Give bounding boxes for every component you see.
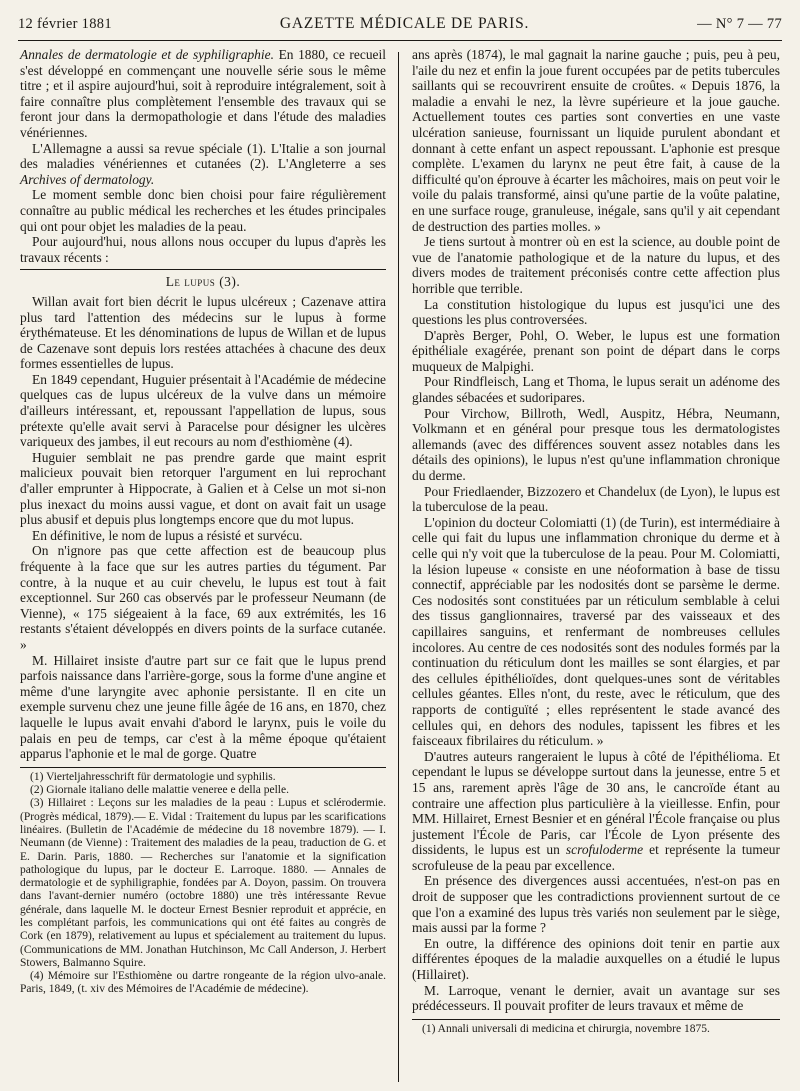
paragraph: Pour Rindfleisch, Lang et Thoma, le lupus serait un adénome des glandes sébacées et sudoripares. <box>412 374 780 406</box>
paragraph: D'autres auteurs rangeraient le lupus à côté de l'épithélioma. Et cependant le lupus se développe surtout dans la jeunesse, entre 5 et 15 ans, rarement après l'âge de 30 ans, le cancroïde étant au contraire une affection plus particulière à la vieillesse. Enfin, pour MM. Hillairet, Ernest Besnier et en général l'École française ou plus justement l'École de Paris, car l'École de Lyon présente des dissidents, le lupus est un scrofuloderme et représente la tumeur scrofuleuse de la peau par excellence. <box>412 748 780 873</box>
paragraph: Willan avait fort bien décrit le lupus ulcéreux ; Cazenave attira plus tard l'attention des médecins sur le lupus à forme érythémateuse. Et les dénominations de lupus de Willan et de lupus de Cazenave sont depuis lors restées attachées à chacune des deux formes essentielles de lupus. <box>20 293 386 372</box>
issue-page-number: — N° 7 — 77 <box>697 16 782 32</box>
paragraph: En définitive, le nom de lupus a résisté et survécu. <box>32 527 303 543</box>
section-heading: Le lupus (3). <box>165 274 241 290</box>
paragraph: ans après (1874), le mal gagnait la narine gauche ; puis, peu à peu, l'aile du nez et enfin la joue furent occupées par de petits tubercules saillants qui se recouvrirent ensuite de croûtes. « Depuis 1876, la maladie a envahi le nez, la lèvre supérieure et la joue gauche. Actuellement toutes ces parties sont converties en une vaste ulcération sanieuse, fournissant un liquide purulent abondant et donnant à cette enfant un aspect repoussant. L'aphonie est presque complète. L'examen du larynx ne peut être fait, à cause de la difficulté qu'on éprouve à écarter les mâchoires, mais on peut voir le voile du palais transformé, ainsi qu'une partie de la voûte palatine, en une surface rouge, granuleuse, inégale, sans qu'il y ait cependant de destruction des parties molles. » <box>412 47 780 234</box>
footnote: (1) Vierteljahresschrift für dermatologie und syphilis. <box>30 770 276 783</box>
column-separator <box>398 52 399 1082</box>
page-header <box>18 15 782 37</box>
left-column <box>20 47 386 997</box>
paragraph: En 1849 cependant, Huguier présentait à l'Académie de médecine quelques cas de lupus ulcéreux de la vulve dans un mémoire d'ailleurs intéressant, et, repoussant l'appellation de lupus, sous prétexte qu'elle avait servi à Paracelse pour désigner les ulcères variqueux des jambes, il eut recours au nom d'esthiomène (4). <box>20 371 386 450</box>
paragraph: En outre, la différence des opinions doit tenir en partie aux différentes époques de la maladie auxquelles on a étudié le lupus (Hillairet). <box>412 935 780 983</box>
footnote: (4) Mémoire sur l'Esthiomène ou dartre rongeante de la région ulvo-anale. Paris, 1849, (t. xiv des Mémoires de l'Académie de médecine). <box>20 970 386 996</box>
footnote-divider <box>20 767 386 768</box>
header-rule <box>18 40 782 41</box>
paragraph: M. Larroque, venant le dernier, avait un avantage sur ses prédécesseurs. Il pouvait profiter de leurs travaux et même de <box>412 982 780 1014</box>
paragraph: L'opinion du docteur Colomiatti (1) (de Turin), est intermédiaire à celle qui fait du lupus une inflammation chronique du derme et à celle qui n'y voit que la tuberculose de la peau. Pour M. Colomiatti, la lésion lupeuse « consiste en une néoformation à base de tissu connectif, appréciable par les nodosités dont se parsème le derme. Ces nodosités sont constituées par un réticulum semblable à celui des tissus ganglionnaires, traversé par des vaisseaux et des capillaires sanguins, et renfermant de nombreuses cellules incolores. Au centre de ces nodosités sont des nodules formés par la continuation du réticulum dont les mailles se sont élargies, et par des cellules épithélioïdes, dont quelques-unes sont de véritables cellules géantes. Elles n'ont, du reste, avec le réticulum, que des rapports de contiguïté ; elles représentent le stade avancé des cellules qui, en dehors des nodules, tapissent les fibres et les faisceaux fibrilaires du réticulum. » <box>412 514 780 749</box>
footnote: (1) Annali universali di medicina et chirurgia, novembre 1875. <box>422 1022 710 1035</box>
paragraph: La constitution histologique du lupus est jusqu'ici une des questions les plus controversées. <box>412 296 780 328</box>
footnote: (3) Hillairet : Leçons sur les maladies de la peau : Lupus et sclérodermie. (Progrès médical, 1879).— E. Vidal : Traitement du lupus par les scarifications linéaires. (Bulletin de l'Académie de médecine du 18 novembre 1879). — I. Neumann (de Vienne) : Traitement des maladies de la peau, traduction de G. et E. Darin. Paris, 1880. — Recherches sur l'anatomie et la signification pathologique du lupus, par le docteur E. Larroque. 1880. — Annales de dermatologie et de syphiligraphie, fondées par A. Doyon, passim. On trouvera dans l'avant-dernier numéro (octobre 1880) une très intéressante Revue générale, dans laquelle M. le docteur Ernest Besnier reproduit et apprécie, en les complétant parfois, les communications qui ont été faites au congrès de Cork (en 1879), relativement au lupus et spécialement au traitement du lupus. (Communications de MM. Jonathan Hutchinson, Mc Call Anderson, J. Herbert Stowers, Balmanno Squire. <box>20 797 386 969</box>
paragraph: Pour Virchow, Billroth, Wedl, Auspitz, Hébra, Neumann, Volkmann et en général pour presque tous les dermatologistes allemands (avec des différences souvent assez notables dans les détails des opinions), le lupus n'est qu'une inflammation chronique du derme. <box>412 405 780 484</box>
footnote: (2) Giornale italiano delle malattie veneree e della pelle. <box>30 784 289 797</box>
paragraph: En présence des divergences aussi accentuées, n'est-on pas en droit de supposer que les contradictions proviennent surtout de ce que l'on a examiné des lupus très variés non seulement par le siège, mais aussi par la forme ? <box>412 873 780 936</box>
footnote-divider <box>412 1019 780 1020</box>
header-date: 12 février 1881 <box>18 16 112 32</box>
footnotes <box>20 771 386 997</box>
section-divider <box>20 269 386 270</box>
footnotes <box>412 1023 780 1036</box>
paragraph: Le moment semble donc bien choisi pour faire régulièrement connaître au public médical les recherches et les études principales qui ont pour objet les maladies de la peau. <box>20 187 386 234</box>
paragraph: M. Hillairet insiste d'autre part sur ce fait que le lupus prend parfois naissance dans l'arrière-gorge, sous la forme d'une angine et même d'une laryngite avec aphonie persistante. Il en cite un exemple survenu chez une jeune fille âgée de 16 ans, en 1870, chez laquelle le lupus avait envahi d'abord le larynx, puis le voile du palais en peu de temps, car c'est à la même époque qu'étaient apparus l'aphonie et le mal de gorge. Quatre <box>20 652 386 762</box>
paragraph: Pour aujourd'hui, nous allons nous occuper du lupus d'après les travaux récents : <box>20 234 386 265</box>
paragraph: D'après Berger, Pohl, O. Weber, le lupus est une formation épithéliale exagérée, prenant son point de départ dans le corps muqueux de Malpighi. <box>412 327 780 374</box>
right-column <box>412 47 780 1036</box>
paragraph: Annales de dermatologie et de syphiligraphie. En 1880, ce recueil s'est développé en commençant une nouvelle série sous le même titre ; et il aspire aujourd'hui, soit à reproduire intégralement, soit à faire connaître plus complètement l'ensemble des travaux qui se feront jour dans la dermopathologie et dans l'étude des maladies vénériennes. <box>20 47 386 140</box>
journal-title: GAZETTE MÉDICALE DE PARIS. <box>279 15 530 32</box>
paragraph: On n'ignore pas que cette affection est de beaucoup plus fréquente à la face que sur les autres parties du tégument. Par contre, à la nuque et au cuir chevelu, le lupus est tout à fait exceptionnel. Sur 260 cas observés par le professeur Neumann (de Vienne), « 175 siégeaient à la face, 69 aux extrémités, les 16 restants s'étaient développés en divers points de la surface cutanée. » <box>20 543 386 652</box>
italic-term: scrofuloderme <box>565 842 644 858</box>
paragraph: Je tiens surtout à montrer où en est la science, au double point de vue de l'anatomie pathologique et de la nature du lupus, et des divers modes de traitement préconisés contre cette affection plus horrible que terrible. <box>412 234 780 296</box>
paragraph: Pour Friedlaender, Bizzozero et Chandelux (de Lyon), le lupus est la tuberculose de la peau. <box>412 483 780 515</box>
journal-name: Archives of dermatology. <box>20 171 155 187</box>
journal-name: Annales de dermatologie et de syphiligraphie. <box>20 47 274 62</box>
paragraph: L'Allemagne a aussi sa revue spéciale (1). L'Italie a son journal des maladies vénériennes et cutanées (2). L'Angleterre a ses Archives of dermatology. <box>20 140 386 187</box>
paragraph: Huguier semblait ne pas prendre garde que maint esprit malicieux pouvait bien retorquer l'argument en lui reprochant d'aller emprunter à Hippocrate, à Galien et à Celse un mot si-non plus inexact du moins aussi vague, et dont on avait fait un usage plus abusif et depuis plus longtemps encore que du mot lupus. <box>20 449 386 528</box>
